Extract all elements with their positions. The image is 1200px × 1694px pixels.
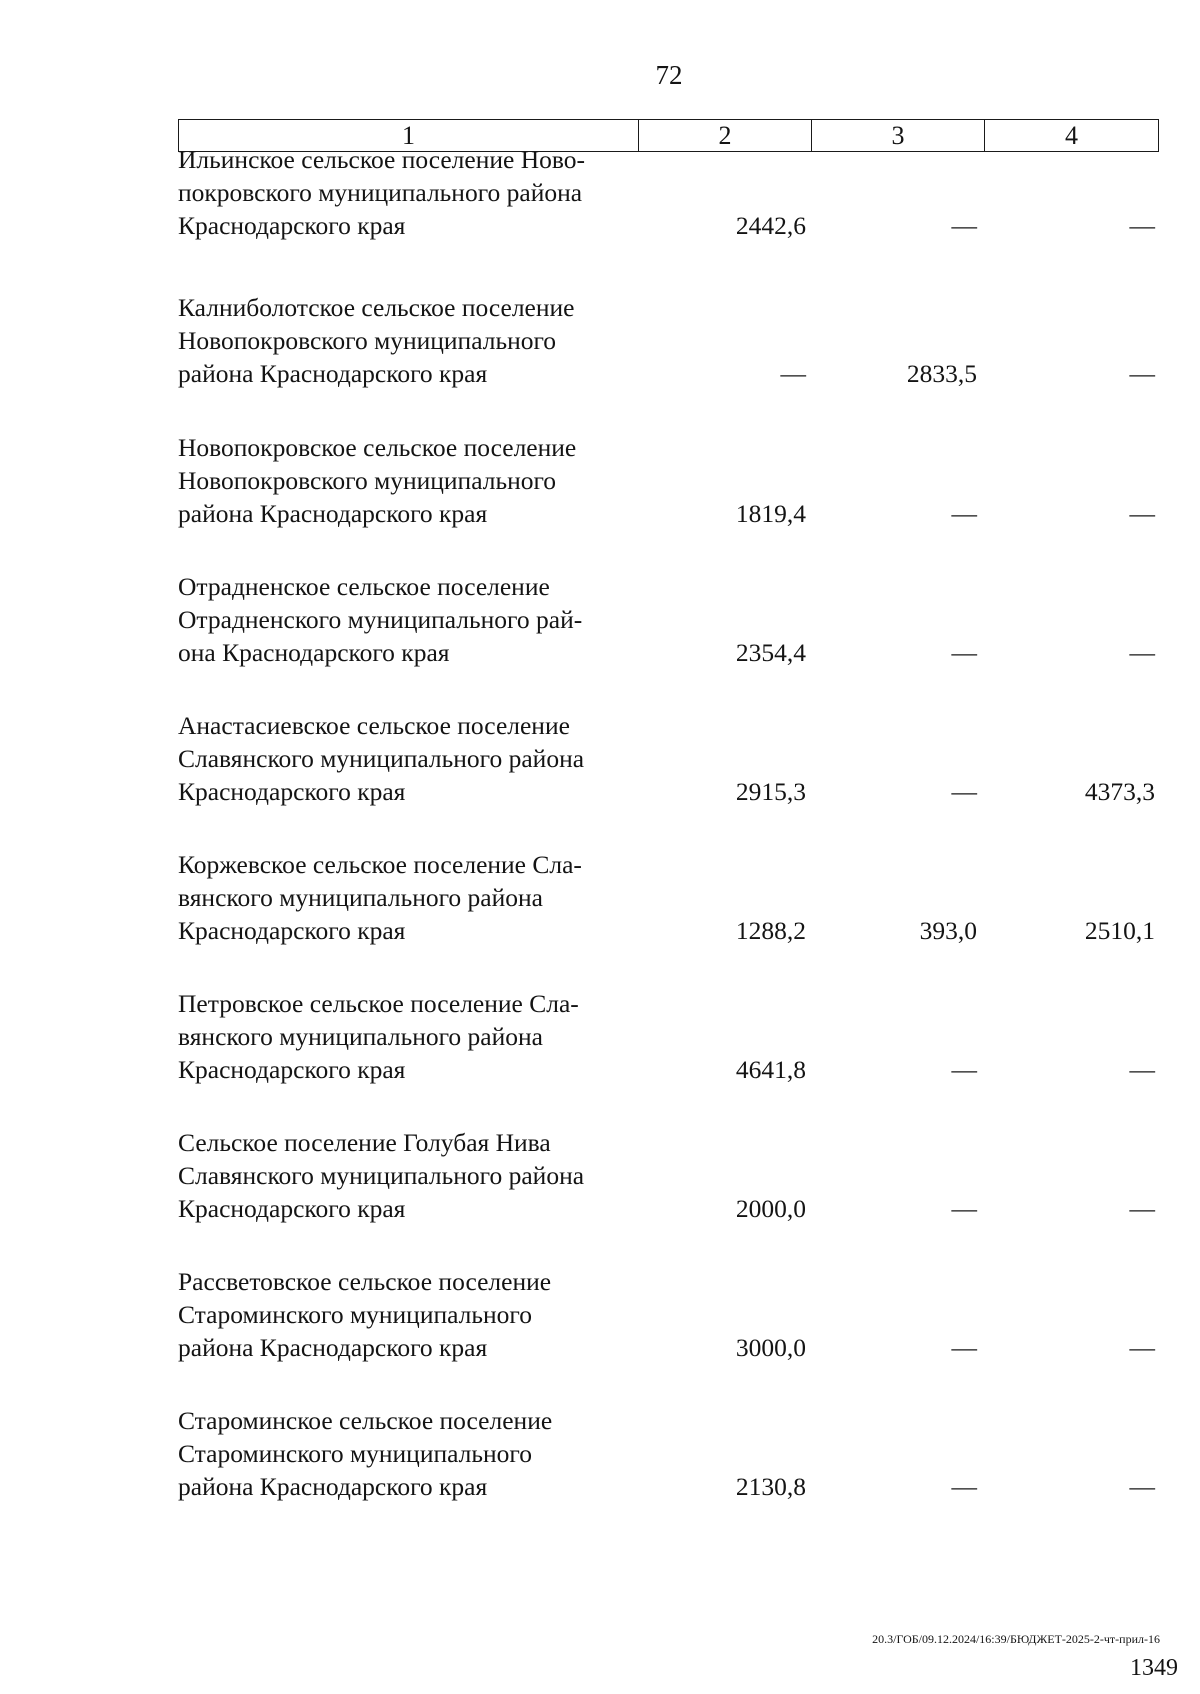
value-col3: — [951, 211, 977, 240]
settlement-name: Староминское сельское поселение Староминского муниципального района Краснодарского края [178, 1406, 553, 1501]
table-row [178, 987, 1158, 1087]
table-row [178, 291, 1158, 391]
value-col3: — [951, 638, 977, 667]
value-col2: 1819,4 [735, 499, 806, 528]
value-col4: — [1129, 638, 1155, 667]
value-col4: 4373,3 [1084, 777, 1155, 806]
value-col2: 1288,2 [735, 916, 806, 945]
value-col2: — [780, 359, 806, 388]
value-col4: 2510,1 [1084, 916, 1155, 945]
value-col2: 2130,8 [735, 1472, 806, 1501]
document-code: 20.3/ГОБ/09.12.2024/16:39/БЮДЖЕТ-2025-2-чт-прил-16 [872, 1632, 1160, 1646]
value-col3: — [951, 499, 977, 528]
value-col2: 2000,0 [735, 1194, 806, 1223]
settlement-name: Петровское сельское поселение Сла- вянского муниципального района Краснодарского края [178, 989, 579, 1084]
value-col4: — [1129, 1333, 1155, 1362]
value-col4: — [1129, 211, 1155, 240]
value-col4: — [1129, 1055, 1155, 1084]
value-col2: 2915,3 [735, 777, 806, 806]
settlement-name: Ильинское сельское поселение Ново- покровского муниципального района Краснодарского края [178, 145, 585, 240]
settlement-name: Калниболотское сельское поселение Новопокровского муниципального района Краснодарского края [178, 293, 575, 388]
settlement-name: Сельское поселение Голубая Нива Славянского муниципального района Краснодарского края [178, 1128, 585, 1223]
value-col3: — [951, 777, 977, 806]
value-col3: 2833,5 [906, 359, 977, 388]
value-col2: 2442,6 [735, 211, 806, 240]
column-header-1: 1 [179, 120, 639, 152]
value-col3: 393,0 [919, 916, 977, 945]
value-col3: — [951, 1055, 977, 1084]
column-header-4: 4 [985, 120, 1159, 152]
value-col4: — [1129, 499, 1155, 528]
settlement-name: Новопокровское сельское поселение Новопокровского муниципального района Краснодарского края [178, 433, 577, 528]
settlement-name: Коржевское сельское поселение Сла- вянского муниципального района Краснодарского края [178, 850, 582, 945]
value-col4: — [1129, 359, 1155, 388]
value-col2: 3000,0 [735, 1333, 806, 1362]
settlement-name: Анастасиевское сельское поселение Славянского муниципального района Краснодарского края [178, 711, 585, 806]
value-col3: — [951, 1333, 977, 1362]
value-col3: — [951, 1194, 977, 1223]
table-row [178, 143, 1158, 243]
value-col4: — [1129, 1194, 1155, 1223]
sheet-number: 1349 [1130, 1655, 1178, 1681]
value-col3: — [951, 1472, 977, 1501]
value-col2: 2354,4 [735, 638, 806, 667]
table-row [178, 1404, 1158, 1504]
table-row [178, 1265, 1158, 1365]
table-row [178, 709, 1158, 809]
table-row [178, 848, 1158, 948]
value-col2: 4641,8 [735, 1055, 806, 1084]
column-header-2: 2 [639, 120, 812, 152]
table-row [178, 431, 1158, 531]
page-number: 72 [655, 60, 683, 90]
table-row [178, 1126, 1158, 1226]
value-col4: — [1129, 1472, 1155, 1501]
settlement-name: Рассветовское сельское поселение Староминского муниципального района Краснодарского края [178, 1267, 552, 1362]
table-row [178, 570, 1158, 670]
column-header-3: 3 [812, 120, 985, 152]
settlement-name: Отрадненское сельское поселение Отрадненского муниципального рай- она Краснодарского края [178, 572, 583, 667]
